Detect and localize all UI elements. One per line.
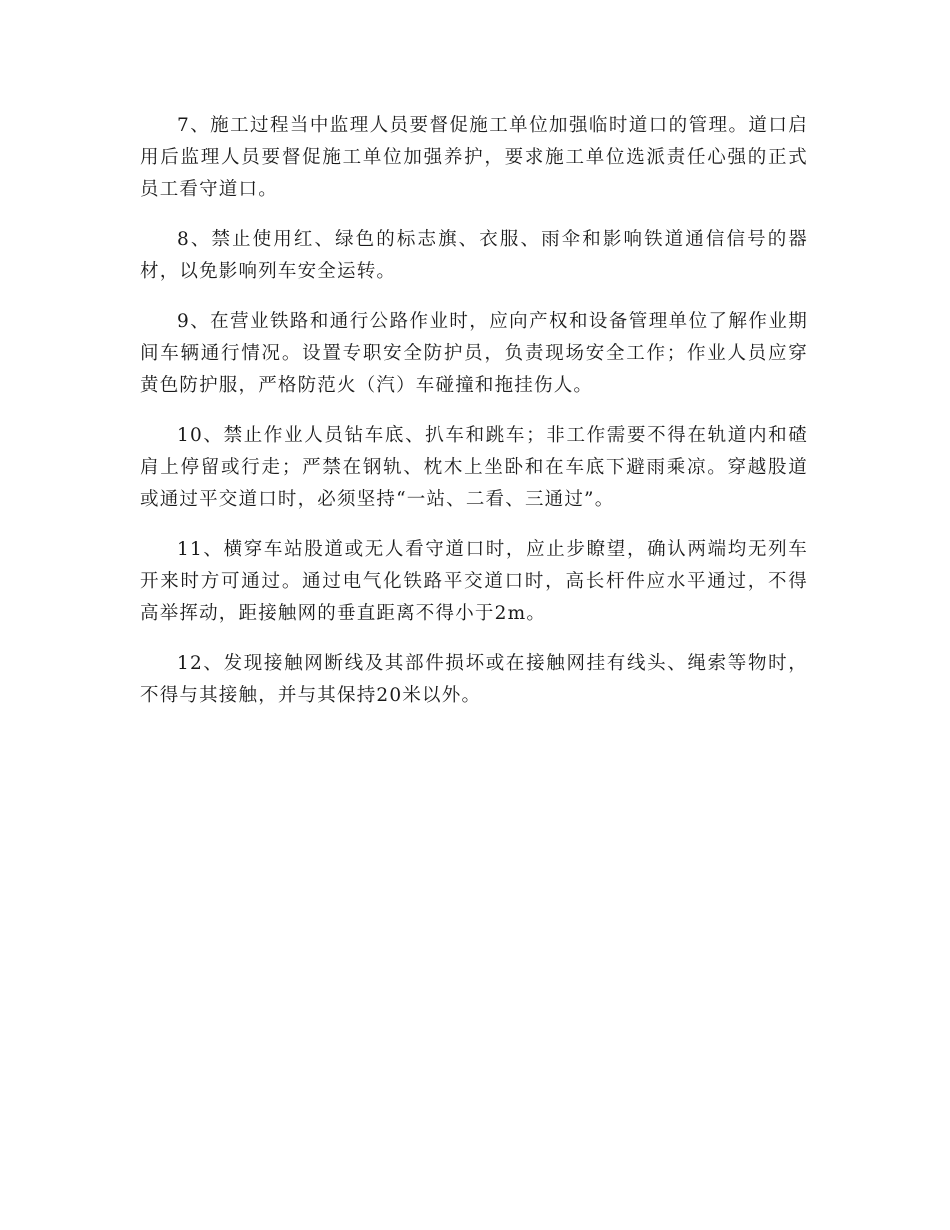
- document-body: [140, 110, 808, 730]
- paragraph-item-11: 11、横穿车站股道或无人看守道口时，应止步瞭望，确认两端均无列车开来时方可通过。通过电气化铁路平交道口时，高长杆件应水平通过，不得高举挥动，距接触网的垂直距离不得小于2m。: [140, 539, 808, 624]
- paragraph-item-8: 8、禁止使用红、绿色的标志旗、衣服、雨伞和影响铁道通信信号的器材，以免影响列车安全运转。: [140, 229, 808, 282]
- paragraph-item-12: 12、发现接触网断线及其部件损坏或在接触网挂有线头、绳索等物时，不得与其接触，并与其保持20米以外。: [140, 653, 808, 706]
- paragraph-item-10: 10、禁止作业人员钻车底、扒车和跳车；非工作需要不得在轨道内和碴肩上停留或行走；严禁在钢轨、枕木上坐卧和在车底下避雨乘凉。穿越股道或通过平交道口时，必须坚持“一站、二看、三通过”。: [140, 425, 808, 510]
- paragraph-item-7: 7、施工过程当中监理人员要督促施工单位加强临时道口的管理。道口启用后监理人员要督促施工单位加强养护，要求施工单位选派责任心强的正式员工看守道口。: [140, 115, 808, 200]
- paragraph-item-9: 9、在营业铁路和通行公路作业时，应向产权和设备管理单位了解作业期间车辆通行情况。设置专职安全防护员，负责现场安全工作；作业人员应穿黄色防护服，严格防范火（汽）车碰撞和拖挂伤人。: [140, 311, 808, 396]
